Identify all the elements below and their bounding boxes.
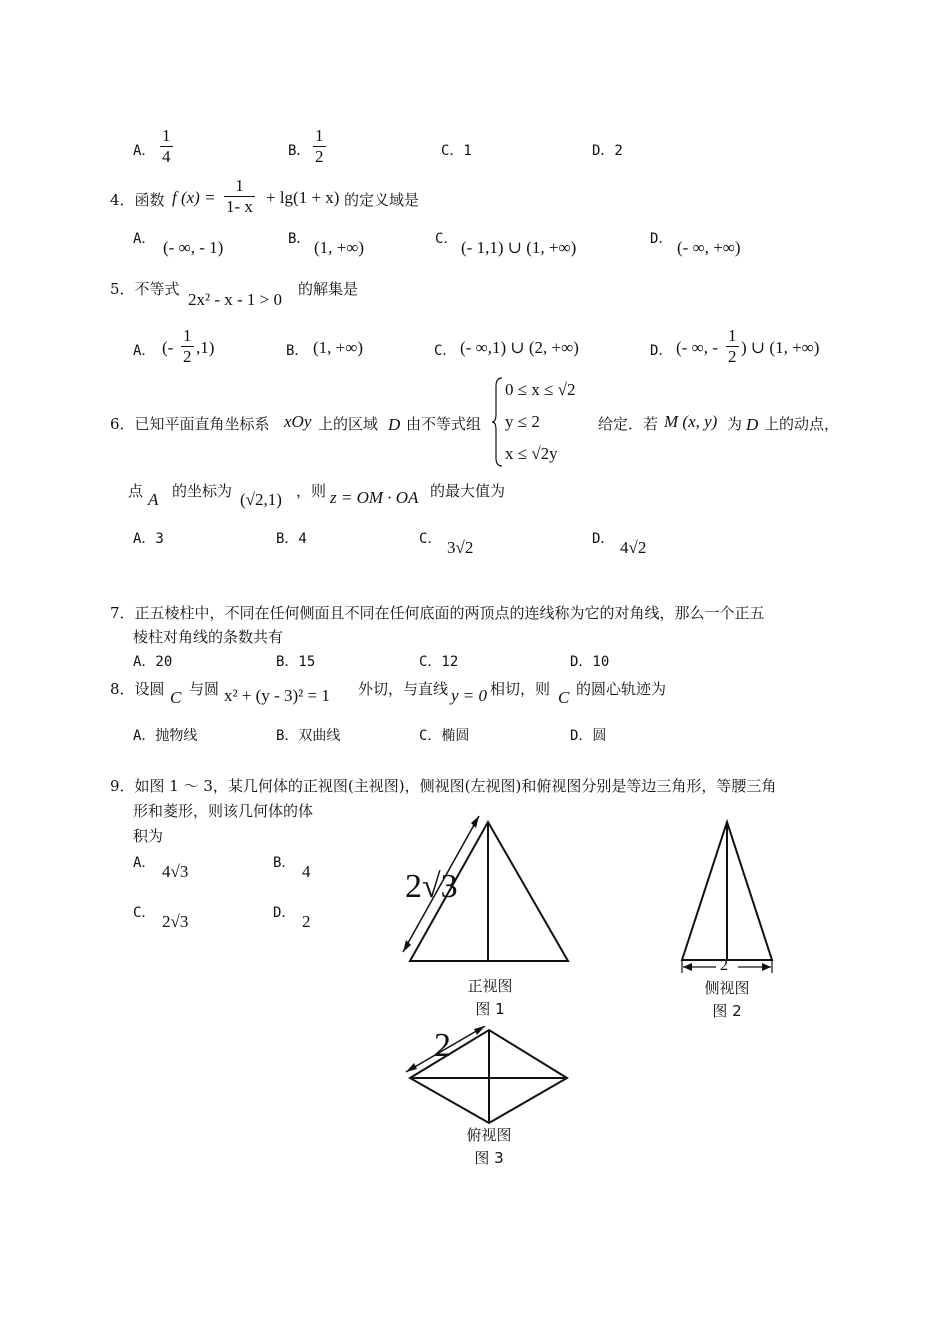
dimension-arrow-icon (683, 963, 692, 971)
q5-option-c: (- ∞,1) ∪ (2, +∞) (460, 338, 579, 357)
q7-option-b: B．15 (276, 654, 316, 670)
q8-line-equation: y = 0 (451, 686, 488, 705)
q8-mid1: 与圆 (189, 680, 220, 698)
q4-suffix: 的定义域是 (344, 191, 420, 209)
q5-option-a-pre: (- (162, 338, 174, 357)
q8-option-c: C．椭圆 (419, 728, 470, 744)
figure-1-name: 正视图 (467, 977, 513, 995)
q6-point-m: M (x, y) (664, 412, 718, 431)
q6-system-brace (490, 376, 504, 468)
dimension-arrow-icon (403, 940, 411, 952)
q4-fraction: $\frac{1}{1- x}$ (226, 176, 253, 216)
q4-option-a-label: A． (133, 231, 156, 247)
q3-option-a: A． (133, 143, 156, 159)
q5-option-a-post: ,1) (196, 338, 215, 357)
q6-region-d: D (388, 415, 401, 434)
q6-system-line-3: x ≤ √2y (505, 444, 558, 463)
figure-3-caption: 图 3 (474, 1149, 504, 1167)
q9-option-d: 2 (302, 912, 311, 931)
q5-prefix: 5．不等式 (110, 280, 180, 298)
q5-option-d-pre: (- ∞, - (676, 338, 718, 357)
q6-option-a: A．3 (133, 531, 164, 547)
q6-mid5: 上的动点， (764, 415, 840, 433)
dimension-arrow-icon (406, 1063, 417, 1072)
q3-option-b: B． (288, 143, 311, 159)
q5-inequality: 2x² - x - 1 > 0 (188, 290, 283, 309)
q6-system-line-2: y ≤ 2 (505, 412, 540, 431)
q6-system-line-1: 0 ≤ x ≤ √2 (505, 380, 576, 399)
q9-option-b-label: B． (273, 855, 296, 871)
q4-prefix: 4．函数 (110, 191, 165, 209)
q5-option-d-label: D． (650, 343, 673, 359)
q3-option-a-fraction: $\frac{1}{4}$ (162, 126, 171, 166)
q8-mid2: 外切，与直线 (358, 680, 449, 698)
q6-region-d-2: D (746, 415, 759, 434)
q4-option-d-label: D． (650, 231, 673, 247)
q6-mid2: 由不等式组 (406, 415, 482, 433)
q6-option-d: 4√2 (620, 538, 647, 557)
q9-option-c-label: C． (133, 905, 156, 921)
q6-line2-d: 的最大值为 (430, 482, 506, 500)
figure-1-caption: 图 1 (475, 1000, 505, 1018)
q8-circle-equation: x² + (y - 3)² = 1 (224, 686, 330, 705)
q4-option-b: (1, +∞) (314, 238, 365, 257)
q4-option-b-label: B． (288, 231, 311, 247)
q8-option-b: B．双曲线 (276, 728, 341, 744)
q9-option-c: 2√3 (162, 912, 189, 931)
q6-option-d-label: D． (592, 531, 615, 547)
q5-option-a-label: A． (133, 343, 156, 359)
q4-option-c-label: C． (435, 231, 458, 247)
q9-line-2: 形和菱形，则该几何体的体 (133, 802, 314, 820)
q6-point-a: A (148, 490, 159, 509)
q6-mid4: 为 (727, 415, 743, 433)
q3-option-d: D．2 (592, 143, 623, 159)
q9-option-a-label: A． (133, 855, 156, 871)
q6-mid3: 给定．若 (598, 415, 659, 433)
q6-option-c: 3√2 (447, 538, 474, 557)
q7-line-1: 7．正五棱柱中，不同在任何侧面且不同在任何底面的两顶点的连线称为它的对角线，那么一个正五 (110, 604, 765, 622)
q4-function-name: f (x) = (172, 188, 216, 207)
q6-xoy: xOy (284, 412, 312, 431)
figure-3-top-view (400, 1026, 575, 1130)
q8-prefix: 8．设圆 (110, 680, 165, 698)
q6-z-expression: z = OM · OA (330, 488, 419, 507)
q5-option-d-fraction: $\frac{1}{2}$ (728, 326, 737, 366)
q5-option-d-post: ) ∪ (1, +∞) (741, 338, 820, 357)
figure-3-name: 俯视图 (466, 1126, 512, 1144)
figure-2-side-view (676, 818, 780, 978)
q7-option-c: C．12 (419, 654, 459, 670)
q7-line-2: 棱柱对角线的条数共有 (133, 628, 284, 646)
q5-option-c-label: C． (434, 343, 457, 359)
q4-log-term: + lg(1 + x) (266, 188, 340, 207)
q8-circle-c: C (170, 688, 182, 707)
q6-line2-b: 的坐标为 (172, 482, 233, 500)
q6-line2-c: ，则 (296, 482, 327, 500)
q7-option-d: D．10 (570, 654, 610, 670)
q6-prefix: 6．已知平面直角坐标系 (110, 415, 270, 433)
dimension-arrow-icon (471, 816, 479, 828)
q7-option-a: A．20 (133, 654, 173, 670)
q4-option-c: (- 1,1) ∪ (1, +∞) (461, 238, 577, 257)
q6-line2-a: 点 (128, 482, 144, 500)
q9-option-b: 4 (302, 862, 311, 881)
q6-option-b: B．4 (276, 531, 307, 547)
figure-2-caption: 图 2 (712, 1002, 742, 1020)
q6-coord: (√2,1) (240, 490, 282, 509)
q9-option-d-label: D． (273, 905, 296, 921)
figure-2-dimension: 2 (720, 957, 728, 974)
q5-option-a-fraction: $\frac{1}{2}$ (183, 326, 192, 366)
dimension-arrow-icon (762, 963, 771, 971)
q3-option-b-fraction: $\frac{1}{2}$ (315, 126, 324, 166)
q6-option-c-label: C． (419, 531, 442, 547)
q5-suffix: 的解集是 (298, 280, 359, 298)
q9-option-a: 4√3 (162, 862, 189, 881)
q8-suffix: 的圆心轨迹为 (576, 680, 667, 698)
q9-line-3: 积为 (133, 827, 164, 845)
q5-option-b-label: B． (286, 343, 309, 359)
figure-3-dimension: 2 (434, 1027, 451, 1064)
figure-2-name: 侧视图 (704, 979, 750, 997)
q4-option-a: (- ∞, - 1) (163, 238, 224, 257)
q8-option-a: A．抛物线 (133, 728, 198, 744)
figure-1-dimension: 2√3 (405, 868, 458, 905)
q8-option-d: D．圆 (570, 728, 607, 744)
q4-option-d: (- ∞, +∞) (677, 238, 741, 257)
q8-circle-c-2: C (558, 688, 570, 707)
q6-mid1: 上的区域 (318, 415, 379, 433)
q3-option-c: C．1 (441, 143, 472, 159)
q9-line-1: 9．如图 1 ～ 3，某几何体的正视图(主视图)，侧视图(左视图)和俯视图分别是等边三角形，等腰三角 (110, 777, 777, 795)
q5-option-b: (1, +∞) (313, 338, 364, 357)
q8-mid3: 相切，则 (490, 680, 551, 698)
